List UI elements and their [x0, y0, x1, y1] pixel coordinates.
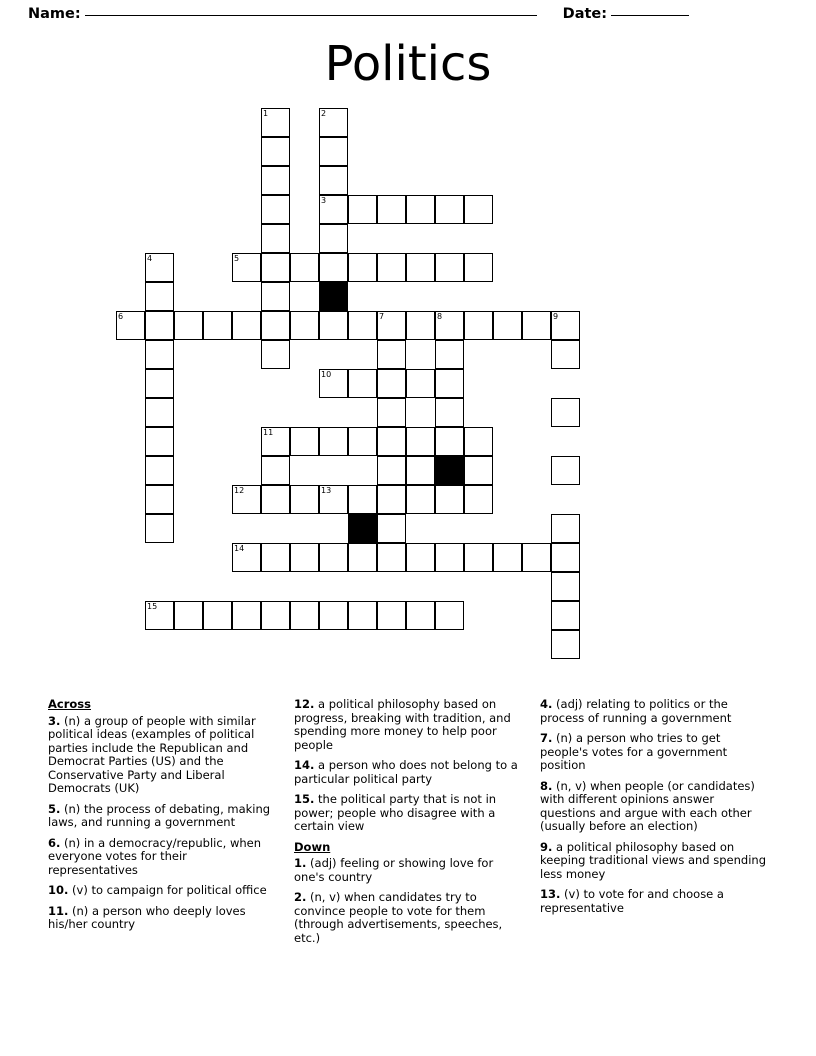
grid-cell[interactable] [145, 485, 174, 514]
grid-cell[interactable] [348, 195, 377, 224]
grid-cell[interactable] [406, 369, 435, 398]
clue-text: (n) a person who tries to get people's votes for a government position [540, 731, 728, 772]
grid-cell[interactable] [464, 427, 493, 456]
grid-cell[interactable] [290, 427, 319, 456]
grid-cell[interactable] [406, 427, 435, 456]
grid-cell[interactable] [464, 195, 493, 224]
grid-cell[interactable] [319, 601, 348, 630]
grid-cell[interactable] [551, 456, 580, 485]
grid-cell[interactable] [290, 253, 319, 282]
grid-cell[interactable] [377, 340, 406, 369]
clues-column-2 [294, 698, 522, 998]
grid-cell[interactable] [261, 253, 290, 282]
grid-cell[interactable] [145, 282, 174, 311]
clues-list-down-part1 [294, 857, 522, 945]
grid-cell[interactable] [319, 253, 348, 282]
clue-text: the political party that is not in power; people who disagree with a certain view [294, 792, 497, 833]
grid-cell[interactable] [435, 195, 464, 224]
grid-cell[interactable] [174, 601, 203, 630]
grid-cell[interactable] [493, 311, 522, 340]
grid-cell[interactable] [319, 485, 348, 514]
grid-block [319, 282, 348, 311]
clue-text: a political philosophy based on keeping traditional views and spending less money [540, 839, 767, 881]
clue-item [294, 857, 522, 884]
grid-cell[interactable] [319, 543, 348, 572]
grid-cell[interactable] [406, 485, 435, 514]
across-heading: Across [48, 697, 91, 711]
grid-cell[interactable] [232, 485, 261, 514]
grid-cell[interactable] [377, 485, 406, 514]
grid-cell[interactable] [348, 369, 377, 398]
clue-text: (v) to vote for and choose a representative [540, 887, 724, 915]
clue-text: a person who does not belong to a particular political party [294, 758, 518, 786]
clue-text: (n) a person who deeply loves his/her country [48, 903, 246, 931]
cell-number: 1 [263, 109, 269, 118]
grid-cell[interactable] [377, 195, 406, 224]
clue-item [540, 732, 768, 773]
grid-cell[interactable] [348, 311, 377, 340]
cell-number: 12 [234, 486, 245, 495]
grid-cell[interactable] [261, 543, 290, 572]
clues-area [48, 698, 772, 998]
date-label: Date: [562, 6, 608, 22]
cell-number: 3 [321, 196, 327, 205]
grid-cell[interactable] [232, 543, 261, 572]
grid-cell[interactable] [406, 456, 435, 485]
clue-item [48, 905, 276, 932]
date-write-line[interactable] [611, 15, 689, 16]
cell-number: 2 [321, 109, 327, 118]
grid-cell[interactable] [261, 108, 290, 137]
grid-cell[interactable] [145, 456, 174, 485]
cell-number: 15 [147, 602, 158, 611]
cell-number: 14 [234, 544, 245, 553]
grid-cell[interactable] [174, 311, 203, 340]
grid-cell[interactable] [551, 572, 580, 601]
clues-list-across-part2 [294, 698, 522, 834]
cell-number: 9 [553, 312, 559, 321]
grid-cell[interactable] [203, 311, 232, 340]
cell-number: 8 [437, 312, 443, 321]
grid-cell[interactable] [145, 311, 174, 340]
grid-cell[interactable] [261, 485, 290, 514]
grid-cell[interactable] [290, 543, 319, 572]
grid-cell[interactable] [435, 398, 464, 427]
grid-cell[interactable] [522, 543, 551, 572]
clue-text: (adj) feeling or showing love for one's country [294, 856, 494, 884]
grid-cell[interactable] [406, 195, 435, 224]
grid-cell[interactable] [319, 166, 348, 195]
clue-item [48, 803, 276, 830]
grid-cell[interactable] [261, 427, 290, 456]
clue-text: (n) in a democracy/republic, when everyone votes for their representatives [48, 835, 262, 877]
grid-cell[interactable] [464, 456, 493, 485]
grid-cell[interactable] [145, 601, 174, 630]
grid-cell[interactable] [261, 282, 290, 311]
name-label: Name: [28, 6, 81, 22]
cell-number: 11 [263, 428, 274, 437]
grid-cell[interactable] [145, 340, 174, 369]
cell-number: 7 [379, 312, 385, 321]
header-row [28, 6, 788, 22]
grid-cell[interactable] [348, 253, 377, 282]
grid-cell[interactable] [348, 427, 377, 456]
grid-cell[interactable] [145, 253, 174, 282]
grid-cell[interactable] [464, 543, 493, 572]
grid-cell[interactable] [261, 137, 290, 166]
clue-number: 11. [48, 903, 69, 918]
clue-item [540, 841, 768, 882]
grid-cell[interactable] [261, 224, 290, 253]
grid-cell[interactable] [377, 398, 406, 427]
clue-text: (adj) relating to politics or the process of running a government [540, 697, 732, 725]
name-write-line[interactable] [85, 15, 537, 16]
grid-cell[interactable] [522, 311, 551, 340]
grid-cell[interactable] [464, 253, 493, 282]
clue-item [294, 698, 522, 752]
clue-number: 4. [540, 697, 553, 711]
grid-cell[interactable] [232, 253, 261, 282]
grid-cell[interactable] [145, 427, 174, 456]
grid-cell[interactable] [145, 514, 174, 543]
grid-cell[interactable] [348, 543, 377, 572]
grid-cell[interactable] [377, 601, 406, 630]
grid-cell[interactable] [377, 253, 406, 282]
down-heading: Down [294, 839, 331, 854]
grid-cell[interactable] [261, 340, 290, 369]
clues-list-across-part1 [48, 715, 276, 932]
clue-item [294, 891, 522, 945]
grid-cell[interactable] [290, 601, 319, 630]
grid-cell[interactable] [435, 369, 464, 398]
grid-cell[interactable] [145, 398, 174, 427]
grid-cell[interactable] [348, 601, 377, 630]
clue-number: 2. [294, 890, 307, 904]
cell-number: 13 [321, 486, 332, 495]
cell-number: 10 [321, 370, 332, 379]
clues-column-1 [48, 698, 276, 998]
grid-cell[interactable] [319, 311, 348, 340]
grid-cell[interactable] [232, 311, 261, 340]
cell-number: 6 [118, 312, 124, 321]
grid-block [435, 456, 464, 485]
grid-cell[interactable] [116, 311, 145, 340]
grid-cell[interactable] [377, 543, 406, 572]
grid-cell[interactable] [319, 224, 348, 253]
clue-item [294, 759, 522, 786]
grid-cell[interactable] [377, 311, 406, 340]
clue-number: 13. [540, 887, 561, 901]
page-title: Politics [324, 36, 492, 92]
grid-cell[interactable] [290, 311, 319, 340]
clue-number: 12. [294, 697, 315, 711]
clue-item [48, 884, 276, 898]
clue-item [540, 888, 768, 915]
grid-cell[interactable] [551, 311, 580, 340]
grid-cell[interactable] [551, 514, 580, 543]
grid-cell[interactable] [551, 398, 580, 427]
grid-cell[interactable] [551, 630, 580, 659]
grid-cell[interactable] [319, 137, 348, 166]
clue-text: (n) the process of debating, making laws, and running a government [48, 801, 271, 829]
grid-cell[interactable] [319, 369, 348, 398]
grid-cell[interactable] [261, 601, 290, 630]
grid-cell[interactable] [493, 543, 522, 572]
clue-item [48, 837, 276, 878]
grid-cell[interactable] [435, 543, 464, 572]
grid-cell[interactable] [406, 543, 435, 572]
grid-cell[interactable] [377, 369, 406, 398]
cell-number: 4 [147, 254, 153, 263]
grid-cell[interactable] [377, 514, 406, 543]
grid-cell[interactable] [348, 485, 377, 514]
clue-text: (n, v) when people (or candidates) with different opinions answer questions and argue with each other (usually before an election) [540, 778, 755, 833]
grid-cell[interactable] [203, 601, 232, 630]
grid-cell[interactable] [435, 427, 464, 456]
clue-number: 14. [294, 758, 315, 772]
clue-number: 7. [540, 731, 553, 745]
grid-cell[interactable] [435, 253, 464, 282]
grid-cell[interactable] [435, 485, 464, 514]
clues-list-down-part2 [540, 698, 768, 915]
grid-cell[interactable] [319, 195, 348, 224]
grid-cell[interactable] [261, 195, 290, 224]
clue-number: 3. [48, 713, 61, 728]
grid-cell[interactable] [290, 485, 319, 514]
clue-number: 10. [48, 883, 69, 897]
clue-item [540, 698, 768, 725]
clue-item [540, 780, 768, 834]
clues-column-3 [540, 698, 768, 998]
grid-cell[interactable] [261, 166, 290, 195]
grid-cell[interactable] [319, 427, 348, 456]
grid-cell[interactable] [551, 601, 580, 630]
grid-cell[interactable] [435, 340, 464, 369]
clue-number: 9. [540, 839, 553, 854]
clue-number: 15. [294, 792, 315, 806]
clue-item [294, 793, 522, 834]
grid-cell[interactable] [261, 311, 290, 340]
grid-cell[interactable] [319, 108, 348, 137]
clue-text: (n, v) when candidates try to convince people to vote for them (through advertisements, speeches, etc.) [294, 890, 503, 945]
grid-cell[interactable] [377, 427, 406, 456]
grid-cell[interactable] [406, 601, 435, 630]
grid-cell[interactable] [464, 485, 493, 514]
grid-cell[interactable] [406, 253, 435, 282]
grid-cell[interactable] [406, 311, 435, 340]
grid-cell[interactable] [232, 601, 261, 630]
clue-text: (v) to campaign for political office [68, 883, 267, 897]
grid-cell[interactable] [145, 369, 174, 398]
cell-number: 5 [234, 254, 240, 263]
grid-cell[interactable] [551, 543, 580, 572]
clue-number: 5. [48, 801, 61, 816]
grid-cell[interactable] [464, 311, 493, 340]
crossword-grid[interactable] [0, 108, 816, 688]
grid-cell[interactable] [435, 601, 464, 630]
clue-text: (n) a group of people with similar political ideas (examples of political parties include the Republican and Democrat Parties (US) and the Conservative Party and Liberal Democrats (UK) [48, 713, 256, 795]
clue-number: 6. [48, 835, 61, 850]
grid-cell[interactable] [261, 456, 290, 485]
grid-cell[interactable] [435, 311, 464, 340]
grid-cell[interactable] [377, 456, 406, 485]
clue-number: 8. [540, 778, 553, 793]
clue-item [48, 715, 276, 796]
clue-text: a political philosophy based on progress, breaking with tradition, and spending more money to help poor people [294, 697, 511, 752]
clue-number: 1. [294, 856, 307, 870]
grid-cell[interactable] [551, 340, 580, 369]
grid-block [348, 514, 377, 543]
